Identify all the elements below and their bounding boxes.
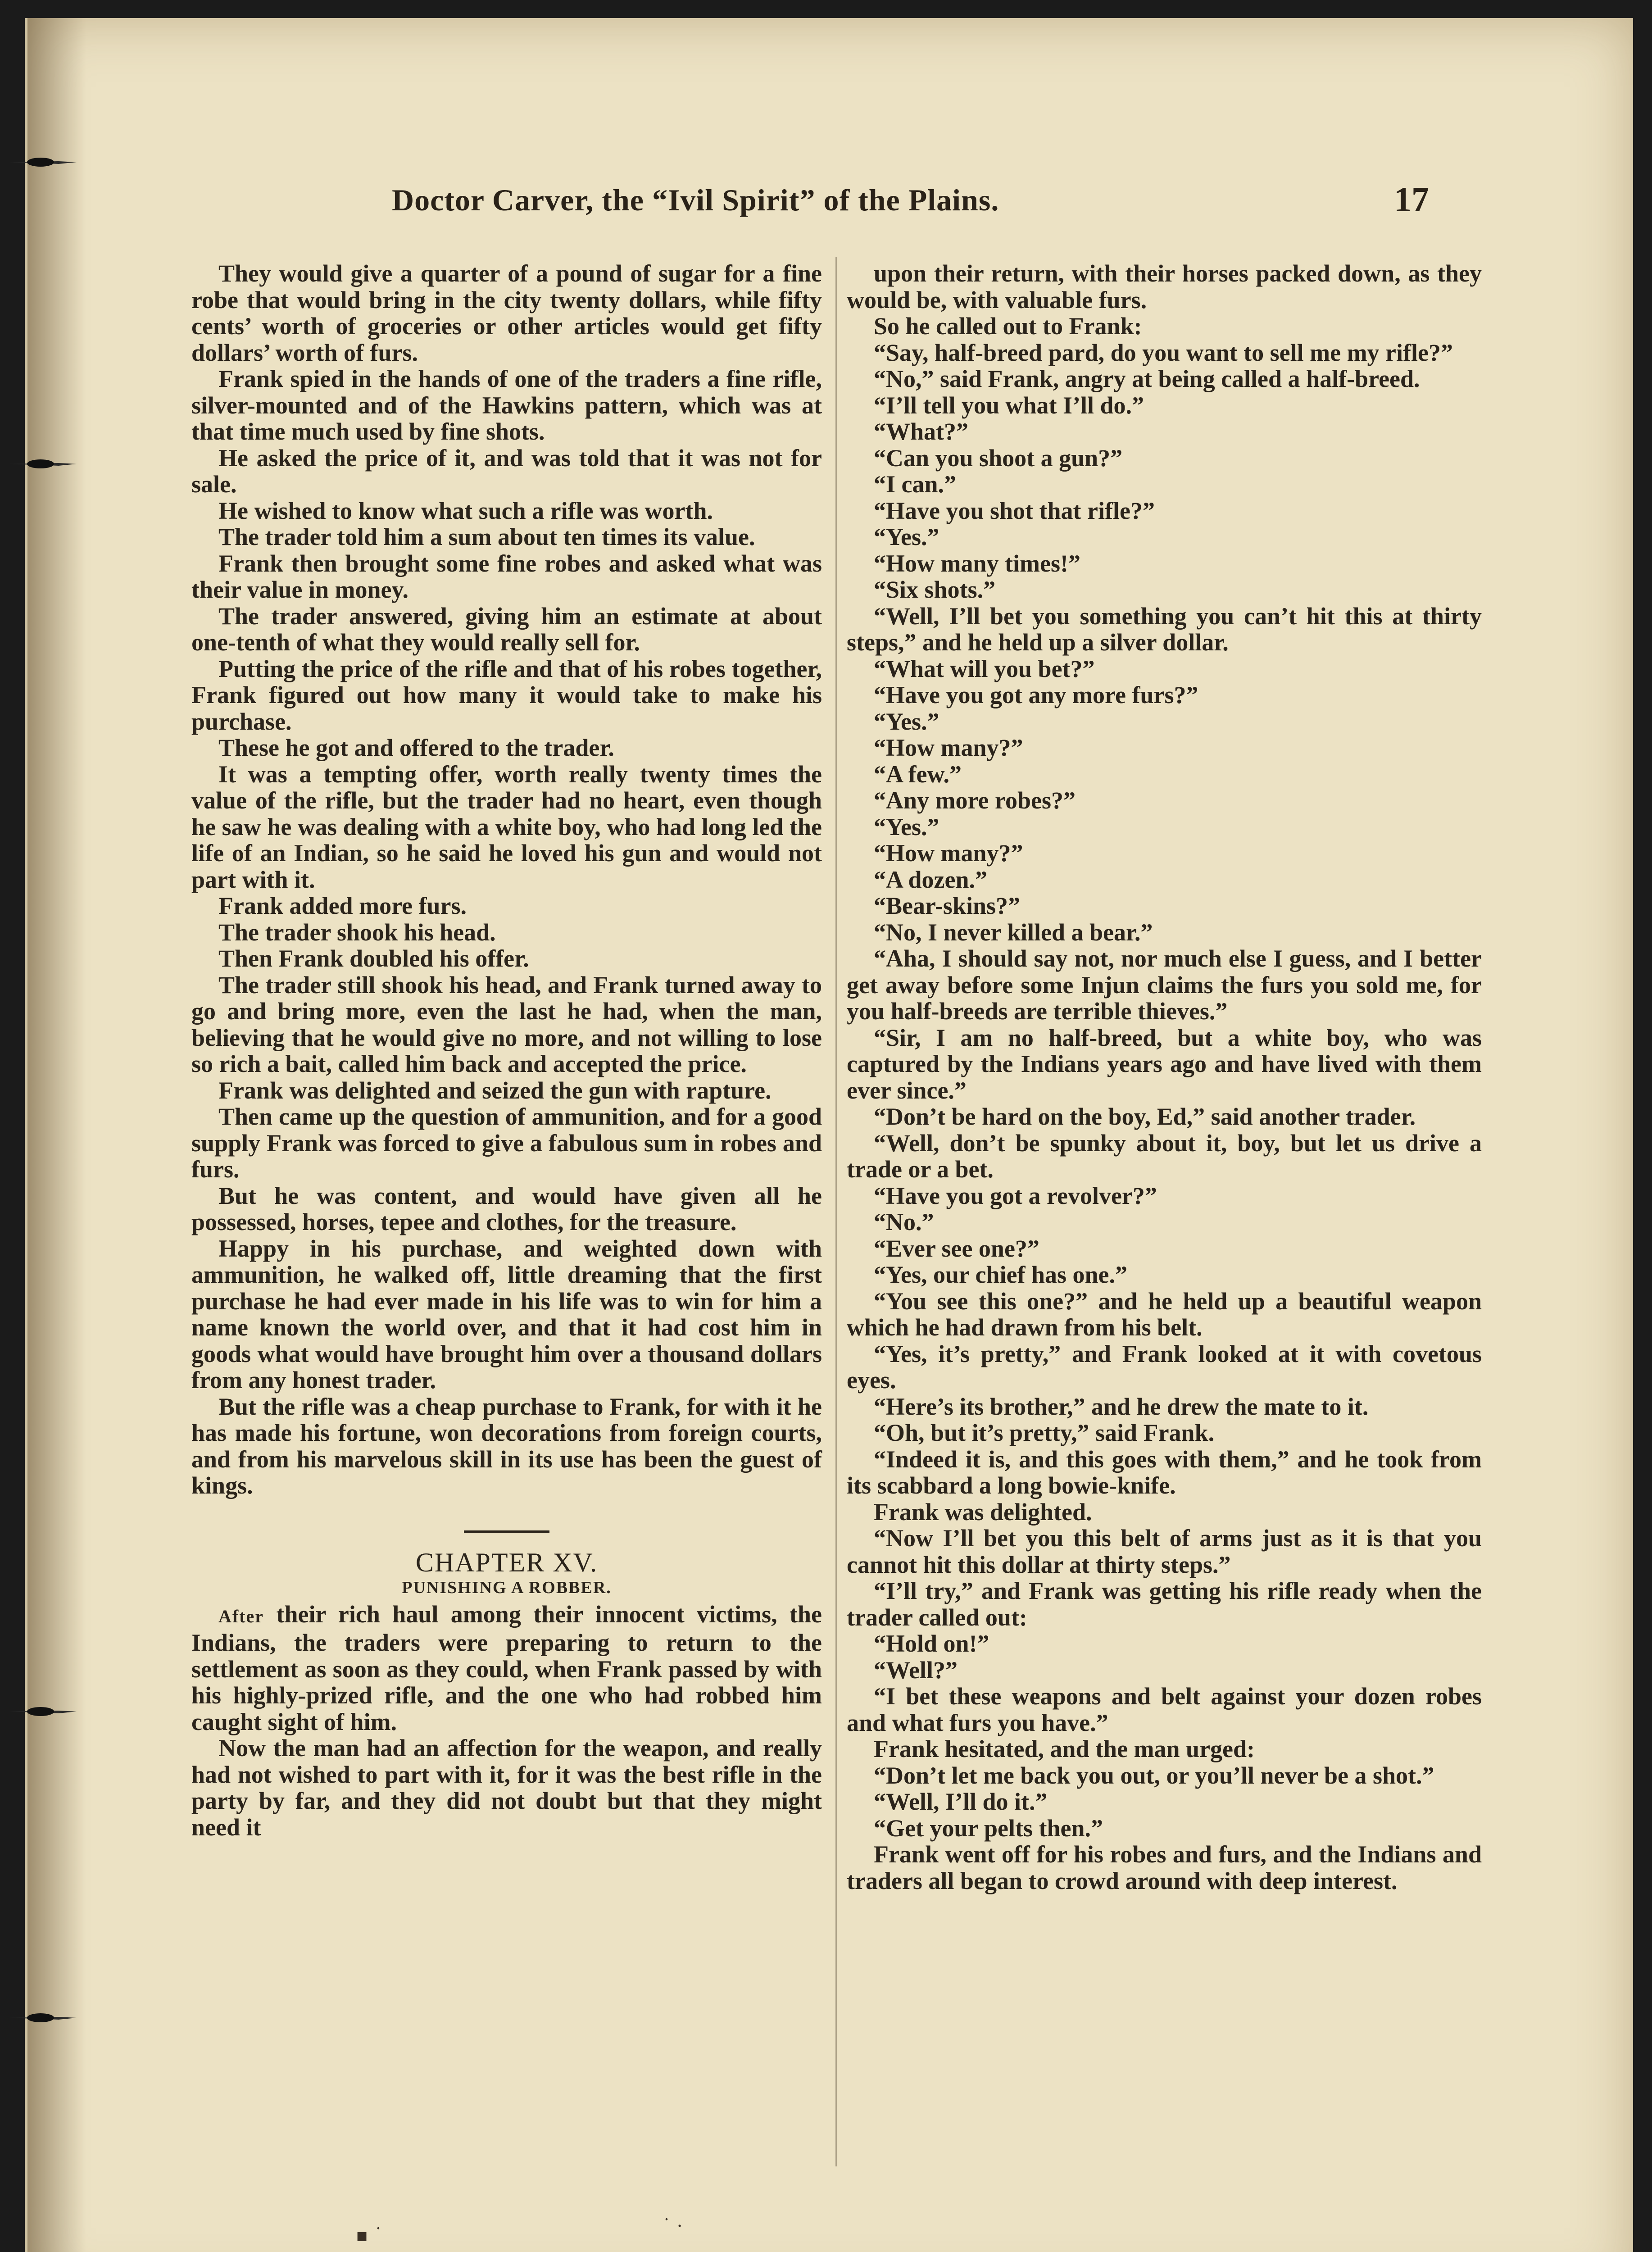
- binding-stitch-icon: [9, 2004, 77, 2031]
- paragraph: “Yes, it’s pretty,” and Frank looked at it with covetous eyes.: [847, 1340, 1482, 1394]
- paragraph: “Well, I’ll do it.”: [874, 1788, 1048, 1815]
- paragraph: “Sir, I am no half-breed, but a white boy, who was captured by the Indians years ago and have lived with them ever since.”: [847, 1024, 1482, 1104]
- left-paragraphs-after: [191, 1735, 822, 1840]
- paragraph: “Oh, but it’s pretty,” said Frank.: [874, 1419, 1215, 1446]
- print-speck: ˙ ·: [662, 2216, 683, 2237]
- paragraph: “Don’t be hard on the boy, Ed,” said another trader.: [874, 1103, 1416, 1130]
- print-speck: ▪ ˙: [356, 2225, 383, 2246]
- paragraph: “No, I never killed a bear.”: [874, 918, 1153, 946]
- paragraph: “How many times!”: [874, 549, 1080, 577]
- paragraph: Happy in his purchase, and weighted down with ammunition, he walked off, little dreaming that the first purchase he had ever made in his life was to win for him a name known the world over, and that it had cost him in goods what would have brought him over a thousand dollars from any honest trader.: [191, 1235, 822, 1394]
- right-paragraphs: [847, 260, 1482, 1894]
- paragraph: “What?”: [874, 418, 969, 445]
- paragraph: “You see this one?” and he held up a beautiful weapon which he had drawn from his belt.: [847, 1287, 1482, 1341]
- running-title: Doctor Carver, the “Ivil Spirit” of the Plains.: [392, 183, 999, 217]
- paragraph: But the rifle was a cheap purchase to Frank, for with it he has made his fortune, won decorations from foreign courts, and from his marvelous skill in its use has been the guest of kings.: [191, 1393, 822, 1499]
- paragraph: Now the man had an affection for the weapon, and really had not wished to part with it, for it was the best rifle in the party by far, and they did not doubt but that they might need it: [191, 1734, 822, 1841]
- paragraph: “Bear-skins?”: [874, 892, 1021, 919]
- paragraph: “I can.”: [874, 471, 957, 498]
- paragraph: Frank was delighted.: [874, 1498, 1092, 1526]
- left-column: [191, 260, 822, 1840]
- paragraph: “I bet these weapons and belt against your dozen robes and what furs you have.”: [847, 1683, 1482, 1736]
- paragraph: “A dozen.”: [874, 866, 988, 893]
- paragraph: “Six shots.”: [874, 576, 996, 603]
- paragraph: It was a tempting offer, worth really twenty times the value of the rifle, but the trader had no heart, even though he saw he was dealing with a white boy, who had long led the life of an Indian, so he said he loved his gun and would not part with it.: [191, 760, 822, 893]
- paragraph: “Can you shoot a gun?”: [874, 444, 1123, 472]
- paragraph: “No.”: [874, 1208, 934, 1235]
- paragraph: But he was content, and would have given all he possessed, horses, tepee and clothes, for the treasure.: [191, 1182, 822, 1235]
- paragraph: They would give a quarter of a pound of sugar for a fine robe that would bring in the city twenty dollars, while fifty cents’ worth of groceries or other articles would get fifty dollars’ worth of furs.: [191, 260, 822, 366]
- paragraph: “Have you got any more furs?”: [874, 681, 1198, 708]
- paragraph: Frank then brought some fine robes and asked what was their value in money.: [191, 549, 822, 603]
- paragraph: “Have you shot that rifle?”: [874, 497, 1155, 524]
- paragraph: So he called out to Frank:: [874, 313, 1142, 340]
- chapter-opening-paragraph: [191, 1601, 822, 1735]
- column-divider: [835, 257, 837, 2166]
- paragraph: “Any more robes?”: [874, 787, 1076, 814]
- paragraph: These he got and offered to the trader.: [218, 734, 614, 761]
- paragraph: “Well, don’t be spunky about it, boy, but let us drive a trade or a bet.: [847, 1129, 1482, 1183]
- paragraph: “Hold on!”: [874, 1630, 989, 1657]
- paragraph: upon their return, with their horses packed down, as they would be, with valuable furs.: [847, 260, 1482, 313]
- paragraph: Putting the price of the rifle and that of his robes together, Frank figured out how many it would take to make his purchase.: [191, 655, 822, 735]
- paragraph: “Get your pelts then.”: [874, 1814, 1103, 1842]
- paragraph: Frank added more furs.: [218, 892, 467, 919]
- paragraph: Frank was delighted and seized the gun with rapture.: [218, 1076, 772, 1104]
- binding-stitch-icon: [9, 450, 77, 477]
- paragraph: The trader answered, giving him an estimate at about one-tenth of what they would really sell for.: [191, 602, 822, 656]
- paragraph: “Say, half-breed pard, do you want to sell me my rifle?”: [874, 339, 1453, 366]
- paragraph: The trader still shook his head, and Frank turned away to go and bring more, even the last he had, when the man, believing that he would give no more, and not willing to lose so rich a bait, called him back and accepted the price.: [191, 971, 822, 1077]
- right-column: [847, 260, 1482, 1894]
- binding-stitch-icon: [9, 1698, 77, 1725]
- gutter-shadow: [27, 18, 86, 2252]
- paragraph: Frank hesitated, and the man urged:: [874, 1735, 1255, 1762]
- paragraph: “Well, I’ll bet you something you can’t hit this at thirty steps,” and he held up a silver dollar.: [847, 602, 1482, 656]
- paragraph: “Yes.”: [874, 708, 939, 735]
- paragraph: “Yes.”: [874, 523, 939, 550]
- paragraph: “Now I’ll bet you this belt of arms just as it is that you cannot hit this dollar at thirty steps.”: [847, 1525, 1482, 1578]
- chapter-opening-word: After: [218, 1606, 264, 1626]
- paragraph: “I’ll try,” and Frank was getting his rifle ready when the trader called out:: [847, 1577, 1482, 1631]
- paragraph: “Don’t let me back you out, or you’ll never be a shot.”: [874, 1762, 1434, 1789]
- paragraph: He asked the price of it, and was told that it was not for sale.: [191, 444, 822, 498]
- paragraph: “Here’s its brother,” and he drew the mate to it.: [874, 1393, 1369, 1420]
- paragraph: He wished to know what such a rifle was worth.: [218, 497, 713, 524]
- binding-stitch-icon: [9, 149, 77, 176]
- paragraph: “Aha, I should say not, nor much else I guess, and I better get away before some Injun claims the furs you sold me, for you half-breeds are terrible thieves.”: [847, 945, 1482, 1025]
- paragraph: “How many?”: [874, 840, 1023, 867]
- paragraph: “Well?”: [874, 1656, 958, 1684]
- paragraph: Then Frank doubled his offer.: [218, 945, 529, 972]
- paragraph: “Indeed it is, and this goes with them,” and he took from its scabbard a long bowie-knife.: [847, 1445, 1482, 1499]
- paragraph: “No,” said Frank, angry at being called a half-breed.: [874, 365, 1420, 392]
- paragraph: Then came up the question of ammunition, and for a good supply Frank was forced to give a fabulous sum in robes and furs.: [191, 1103, 822, 1183]
- paragraph: Frank spied in the hands of one of the traders a fine rifle, silver-mounted and of the Hawkins pattern, which was at that time much used by fine shots.: [191, 365, 822, 445]
- paragraph: Frank went off for his robes and furs, and the Indians and traders all began to crowd around with deep interest.: [847, 1841, 1482, 1894]
- chapter-title: CHAPTER XV.: [415, 1547, 598, 1577]
- paragraph: “What will you bet?”: [874, 655, 1095, 682]
- paragraph: The trader shook his head.: [218, 918, 496, 946]
- paragraph: “A few.”: [874, 760, 962, 788]
- paragraph: “Have you got a revolver?”: [874, 1182, 1157, 1209]
- paragraph: “How many?”: [874, 734, 1023, 761]
- chapter-subtitle: PUNISHING A ROBBER.: [402, 1578, 612, 1597]
- paragraph: “I’ll tell you what I’ll do.”: [874, 391, 1144, 419]
- paragraph: “Ever see one?”: [874, 1235, 1039, 1262]
- left-paragraphs: [191, 260, 822, 1499]
- paragraph: “Yes.”: [874, 813, 939, 840]
- page-number: 17: [1394, 180, 1429, 219]
- paragraph: “Yes, our chief has one.”: [874, 1261, 1128, 1288]
- chapter-rule: [464, 1530, 549, 1533]
- paragraph: The trader told him a sum about ten times its value.: [218, 523, 755, 550]
- chapter-opening-text: their rich haul among their innocent victims, the Indians, the traders were preparing to return to the settlement as soon as they could, when Frank passed by with his highly-prized rifle, and the one who had robbed him caught sight of him.: [191, 1600, 822, 1735]
